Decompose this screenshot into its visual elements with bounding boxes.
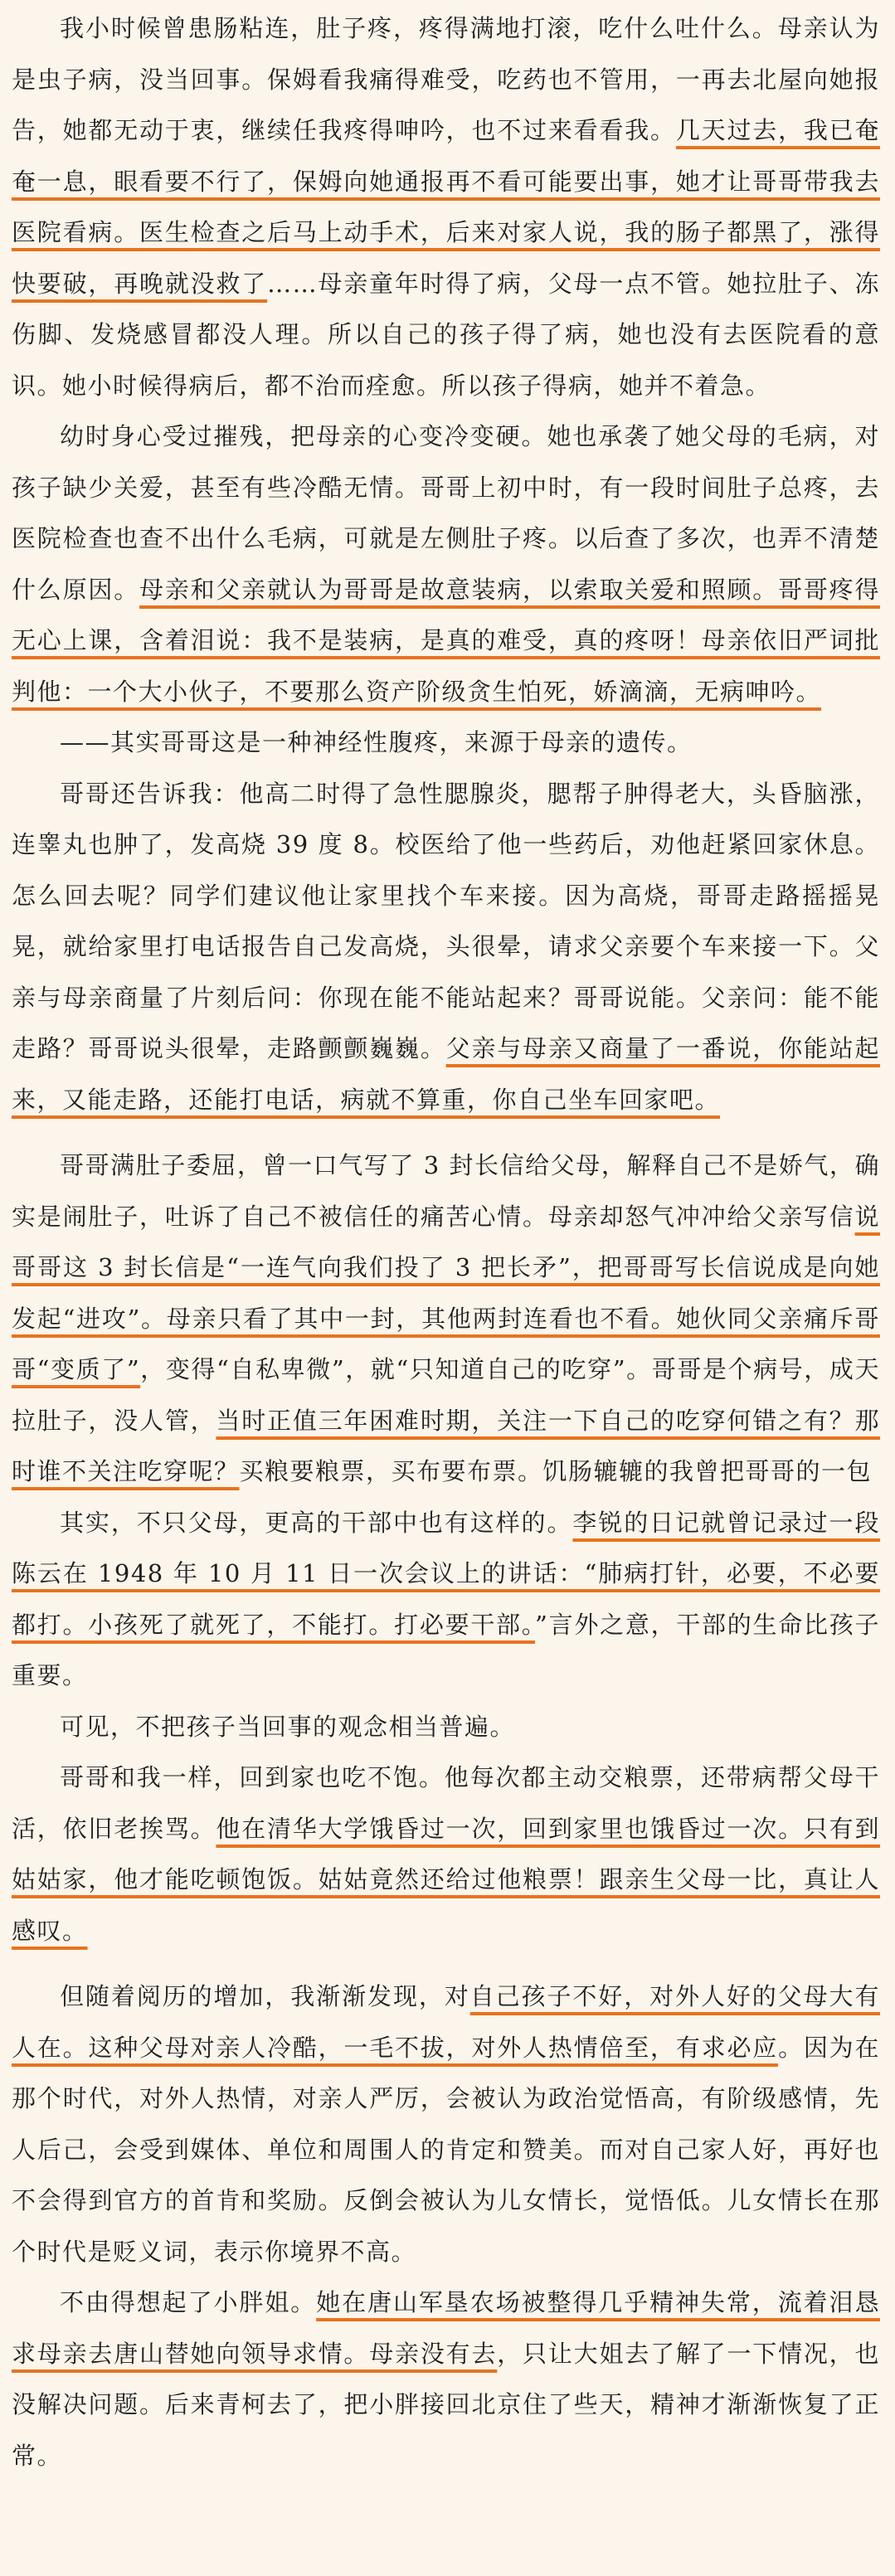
paragraph — [12, 1971, 880, 2277]
paragraph — [12, 1498, 880, 1702]
underlined-text-span: 说哥哥这 3 封长信是“一连气向我们投了 3 把长矛”，把哥哥写长信说成是向她发起“进攻”。母亲只看了其中一封，其他两封连看也不看。她伙同父亲痛斥哥哥“变质了” — [12, 1202, 880, 1383]
text-span: 哥哥和我一样，回到家也吃不饱。他每次都主动交粮票，还带病帮父母干活，依旧老挨骂。 — [12, 1763, 880, 1843]
underlined-text-span: 当时正值三年困难时期，关注一下自己的吃穿何错之有？那时谁不关注吃穿呢？ — [12, 1406, 880, 1485]
paragraph — [12, 3, 880, 411]
text-span: ……母亲童年时得了病，父母一点不管。她拉肚子、冻伤脚、发烧感冒都没人理。所以自己的孩子得了病，她也没有去医院看的意识。她小时候得病后，都不治而痊愈。所以孩子得病，她并不着急。 — [12, 269, 880, 400]
paragraph — [12, 2277, 880, 2481]
paragraph — [12, 1702, 880, 1753]
text-span: 但随着阅历的增加，我渐渐发现，对 — [60, 1982, 470, 2010]
text-span: 哥哥还告诉我：他高二时得了急性腮腺炎，腮帮子肿得老大，头昏脑涨，连睾丸也肿了，发高烧 39 度 8。校医给了他一些药后，劝他赶紧回家休息。怎么回去呢？同学们建议他让家里找个车来接。因为高烧，哥哥走路摇摇晃晃，就给家里打电话报告自己发高烧，头很晕，请求父亲要个车来接一下。父亲与母亲商量了片刻后问：你现在能不能站起来？哥哥说能。父亲问：能不能走路？哥哥说头很晕，走路颤颤巍巍。 — [12, 779, 880, 1062]
underlined-text-span: 李锐的日记就曾记录过一段陈云在 1948 年 10 月 11 日一次会议上的讲话：“肺病打针，必要，不必要都打。小孩死了就死了，不能打。打必要干部。 — [12, 1508, 880, 1639]
underlined-text-span: 她在唐山军垦农场被整得几乎精神失常，流着泪恳求母亲去唐山替她向领导求情。母亲没有去 — [12, 2288, 880, 2368]
text-span: ”言外之意，干部的生命比孩子重要。 — [12, 1610, 880, 1689]
text-span: 不由得想起了小胖姐。 — [60, 2288, 317, 2316]
text-span: 其实，不只父母，更高的干部中也有这样的。 — [60, 1508, 573, 1537]
underlined-text-span: 他在清华大学饿昏过一次，回到家里也饿昏过一次。只有到姑姑家，他才能吃顿饱饭。姑姑竟然还给过他粮票！跟亲生父母一比，真让人感叹。 — [12, 1814, 880, 1945]
text-span: 我小时候曾患肠粘连，肚子疼，疼得满地打滚，吃什么吐什么。母亲认为是虫子病，没当回事。保姆看我痛得难受，吃药也不管用，一再去北屋向她报告，她都无动于衷，继续任我疼得呻吟，也不过来看看我。 — [12, 14, 880, 144]
underlined-text-span: 父亲与母亲又商量了一番说，你能站起来，又能走路，还能打电话，病就不算重，你自己坐车回家吧。 — [12, 1034, 880, 1114]
text-span: ，只让大姐去了解了一下情况，也没解决问题。后来青柯去了，把小胖接回北京住了些天，精神才渐渐恢复了正常。 — [12, 2339, 880, 2470]
paragraph — [12, 1752, 880, 1956]
text-span: 可见，不把孩子当回事的观念相当普遍。 — [60, 1712, 516, 1741]
underlined-text-span: 几天过去，我已奄奄一息，眼看要不行了，保姆向她通报再不看可能要出事，她才让哥哥带我去医院看病。医生检查之后马上动手术，后来对家人说，我的肠子都黑了，涨得快要破，再晚就没救了 — [12, 116, 880, 298]
underlined-text-span: 自己孩子不好，对外人好的父母大有人在。这种父母对亲人冷酷，一毛不拔，对外人热情倍至，有求必应 — [12, 1982, 880, 2062]
text-span: ——其实哥哥这是一种神经性腹疼，来源于母亲的遗传。 — [60, 728, 693, 756]
underlined-text-span: 母亲和父亲就认为哥哥是故意装病，以索取关爱和照顾。哥哥疼得无心上课，含着泪说：我不是装病，是真的难受，真的疼呀！母亲依旧严词批判他：一个大小伙子，不要那么资产阶级贪生怕死，娇滴滴，无病呻吟。 — [12, 575, 880, 706]
paragraph — [12, 411, 880, 717]
paragraph — [12, 1140, 880, 1498]
text-span: 幼时身心受过摧残，把母亲的心变冷变硬。她也承袭了她父母的毛病，对孩子缺少关爱，甚至有些冷酷无情。哥哥上初中时，有一段时间肚子总疼，去医院检查也查不出什么毛病，可就是左侧肚子疼。以后查了多次，也弄不清楚什么原因。 — [12, 422, 880, 604]
text-span: 买粮要粮票，买布要布票。饥肠辘辘的我曾把哥哥的一包 — [239, 1457, 873, 1485]
paragraph — [12, 717, 880, 769]
text-span: 。因为在那个时代，对外人热情，对亲人严厉，会被认为政治觉悟高，有阶级感情，先人后己，会受到媒体、单位和周围人的肯定和赞美。而对自己家人好，再好也不会得到官方的首肯和奖励。反倒会被认为儿女情长，觉悟低。儿女情长在那个时代是贬义词，表示你境界不高。 — [12, 2033, 880, 2266]
text-span: ，变得“自私卑微”，就“只知道自己的吃穿”。哥哥是个病号，成天拉肚子，没人管， — [12, 1355, 881, 1435]
text-span: 哥哥满肚子委屈，曾一口气写了 3 封长信给父母，解释自己不是娇气，确实是闹肚子，吐诉了自己不被信任的痛苦心情。母亲却怒气冲冲给父亲写信 — [12, 1151, 880, 1231]
paragraph — [12, 769, 880, 1126]
